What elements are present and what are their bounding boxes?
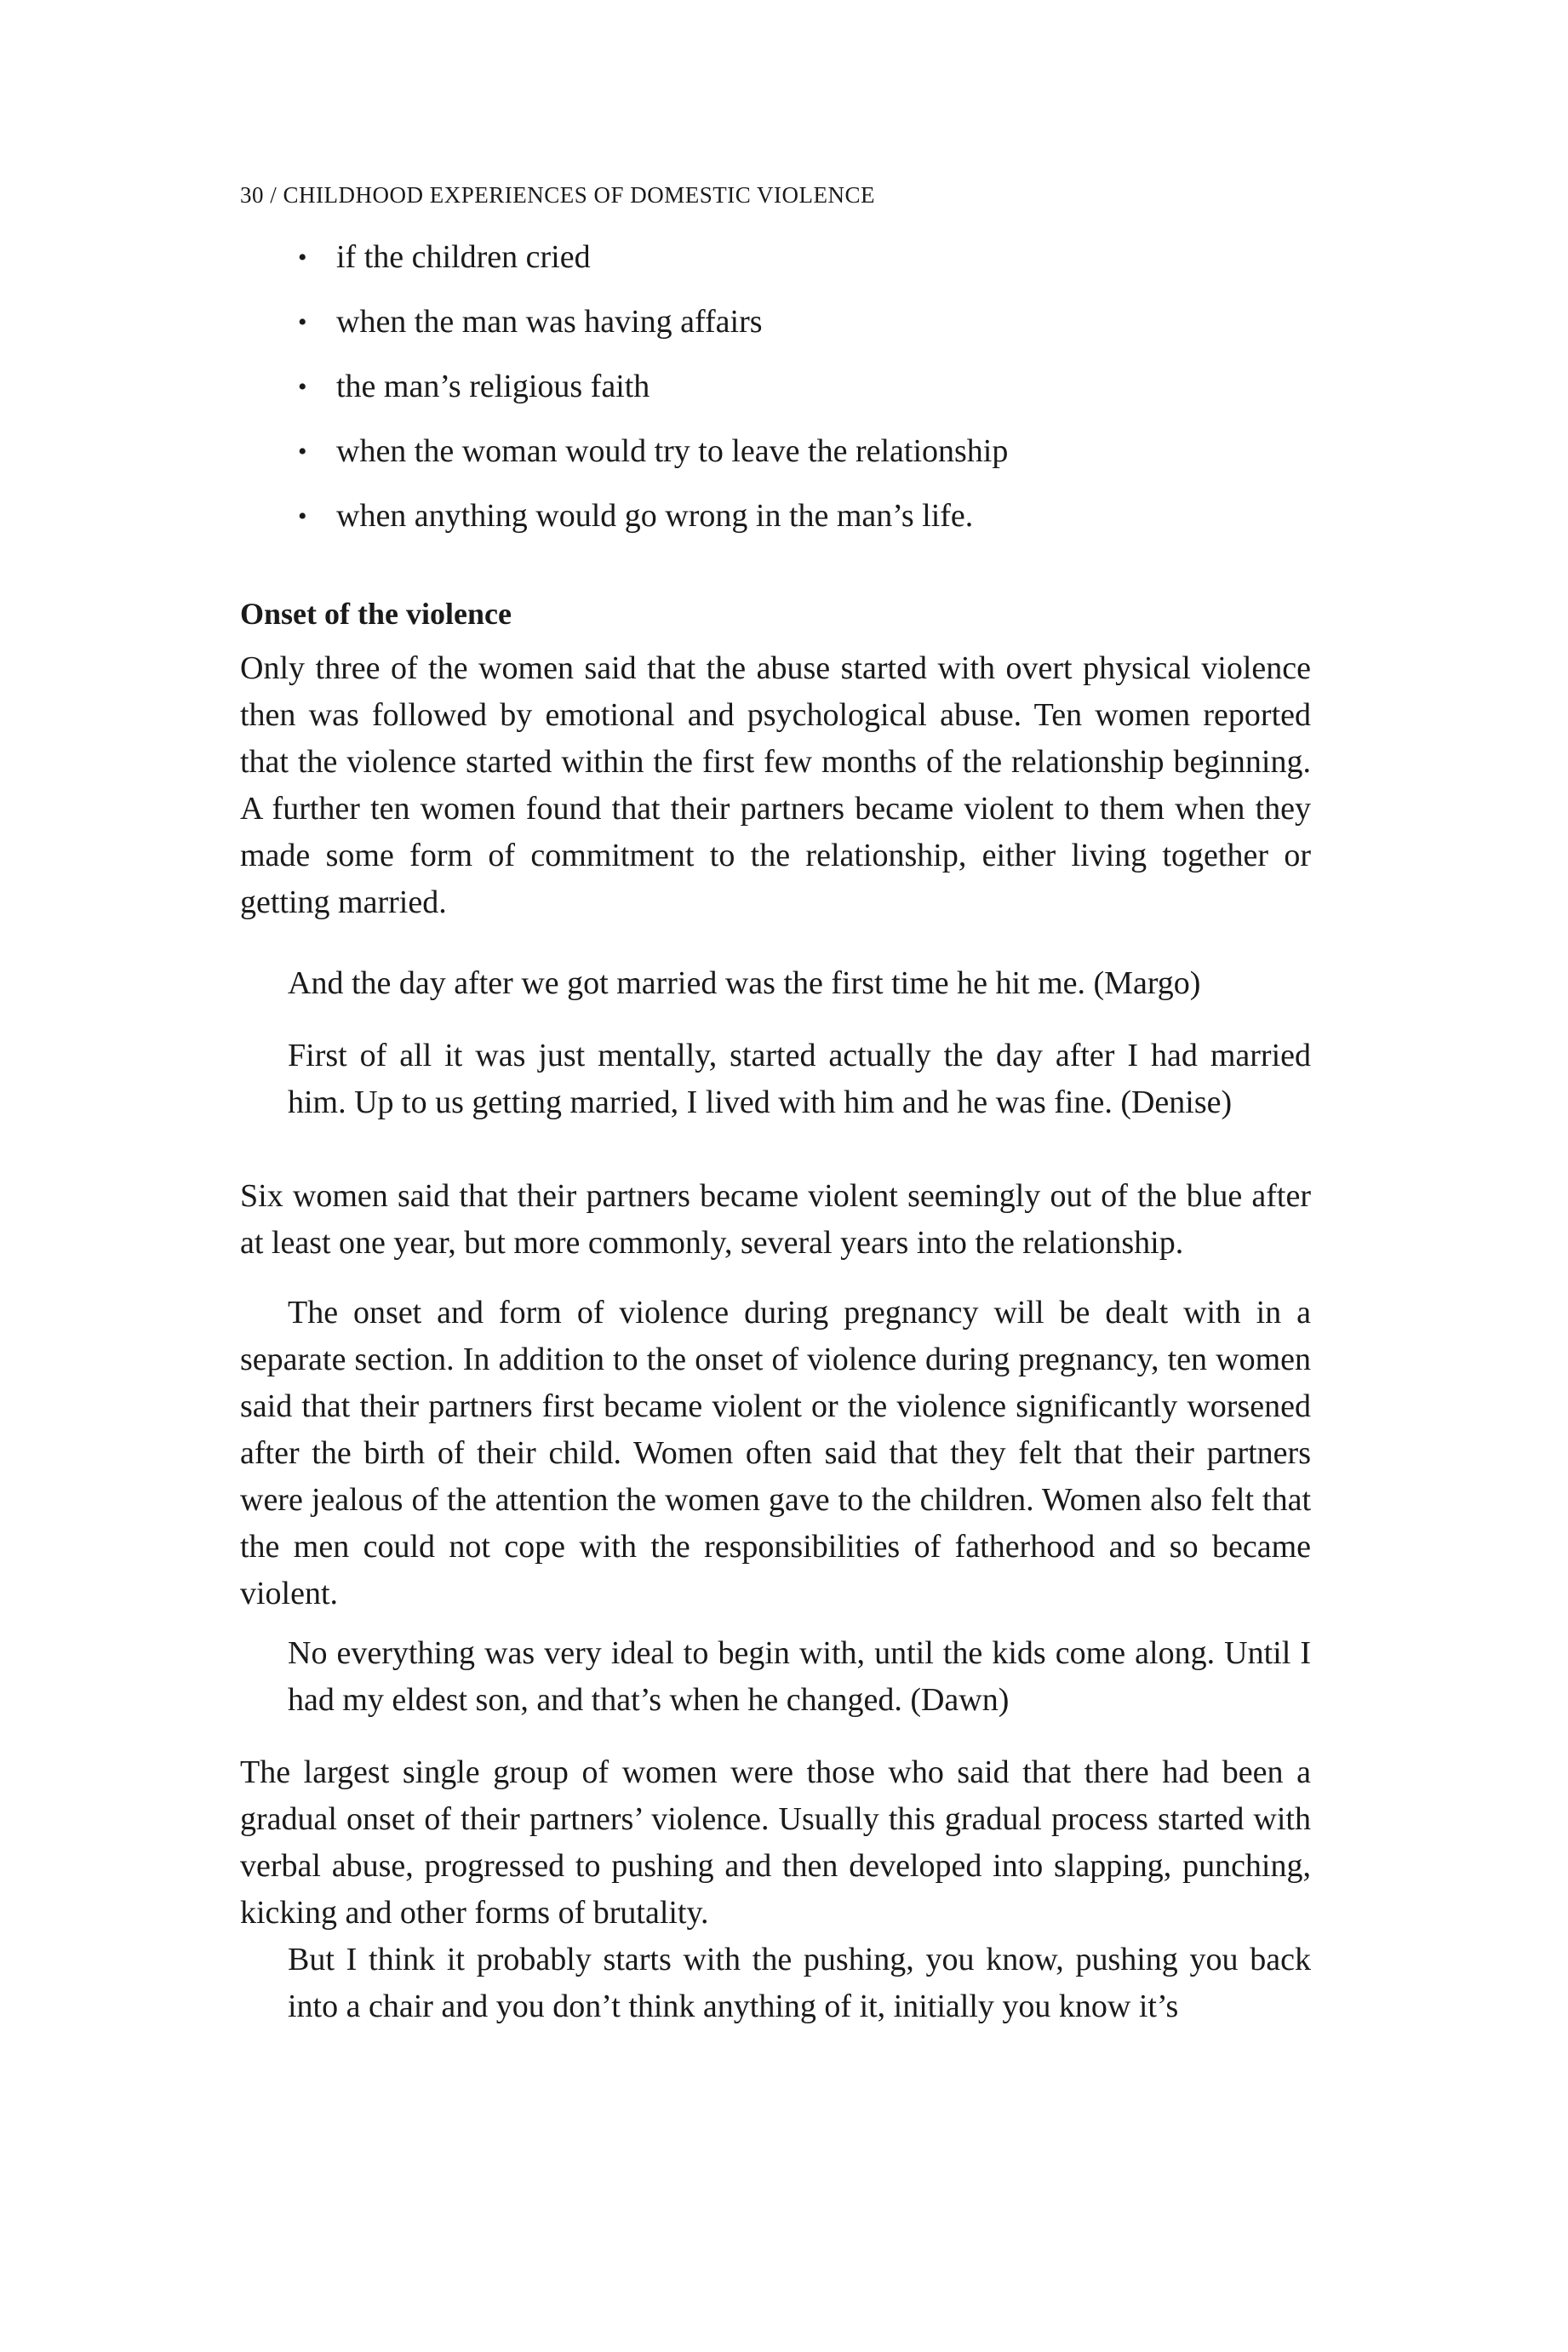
bullet-item: • if the children cried [298, 236, 1319, 279]
running-head: 30 / CHILDHOOD EXPERIENCES OF DOMESTIC VIOLENCE [240, 182, 876, 208]
paragraph: The largest single group of women were those who said that there had been a gradual onset of their partners’ violence. Usually this gradual process started with verbal abuse, progressed to pushing and then developed into slapping, punching, kicking and other forms of brutality. [240, 1754, 1311, 1931]
block-quote: First of all it was just mentally, started actually the day after I had married him. Up to us getting married, I lived with him and he was fine. (Denise) [288, 1038, 1311, 1120]
paragraph: The onset and form of violence during pregnancy will be dealt with in a separate section. In addition to the onset of violence during pregnancy, ten women said that their partners first became violent or the violence significantly worsened after the birth of their child. Women often said that they felt that their partners were jealous of the attention the women gave to the children. Women also felt that the men could not cope with the responsibilities of fatherhood and so became violent. [240, 1295, 1311, 1611]
paragraph: Only three of the women said that the abuse started with overt physical violence then was followed by emotional and psychological abuse. Ten women reported that the violence started within the first few months of the relationship beginning. A further ten women found that their partners became violent to them when they made some form of commitment to the relationship, either living together or getting married. [240, 650, 1311, 920]
block-quote: No everything was very ideal to begin with, until the kids come along. Until I had my eldest son, and that’s when he changed. (Dawn) [288, 1635, 1311, 1718]
block-quote: But I think it probably starts with the pushing, you know, pushing you back into a chair and you don’t think anything of it, initially you know it’s [288, 1942, 1311, 2024]
bullet-item: • when the man was having affairs [298, 300, 1319, 344]
bullet-item: • the man’s religious faith [298, 365, 1319, 409]
bullet-item: • when anything would go wrong in the man’s life. [298, 495, 1319, 538]
block-quote: And the day after we got married was the first time he hit me. (Margo) [288, 965, 1201, 1001]
bullet-list [298, 236, 1319, 559]
bullet-item: • when the woman would try to leave the relationship [298, 430, 1319, 473]
paragraph: Six women said that their partners became violent seemingly out of the blue after at least one year, but more commonly, several years into the relationship. [240, 1178, 1311, 1261]
section-heading: Onset of the violence [240, 597, 512, 631]
